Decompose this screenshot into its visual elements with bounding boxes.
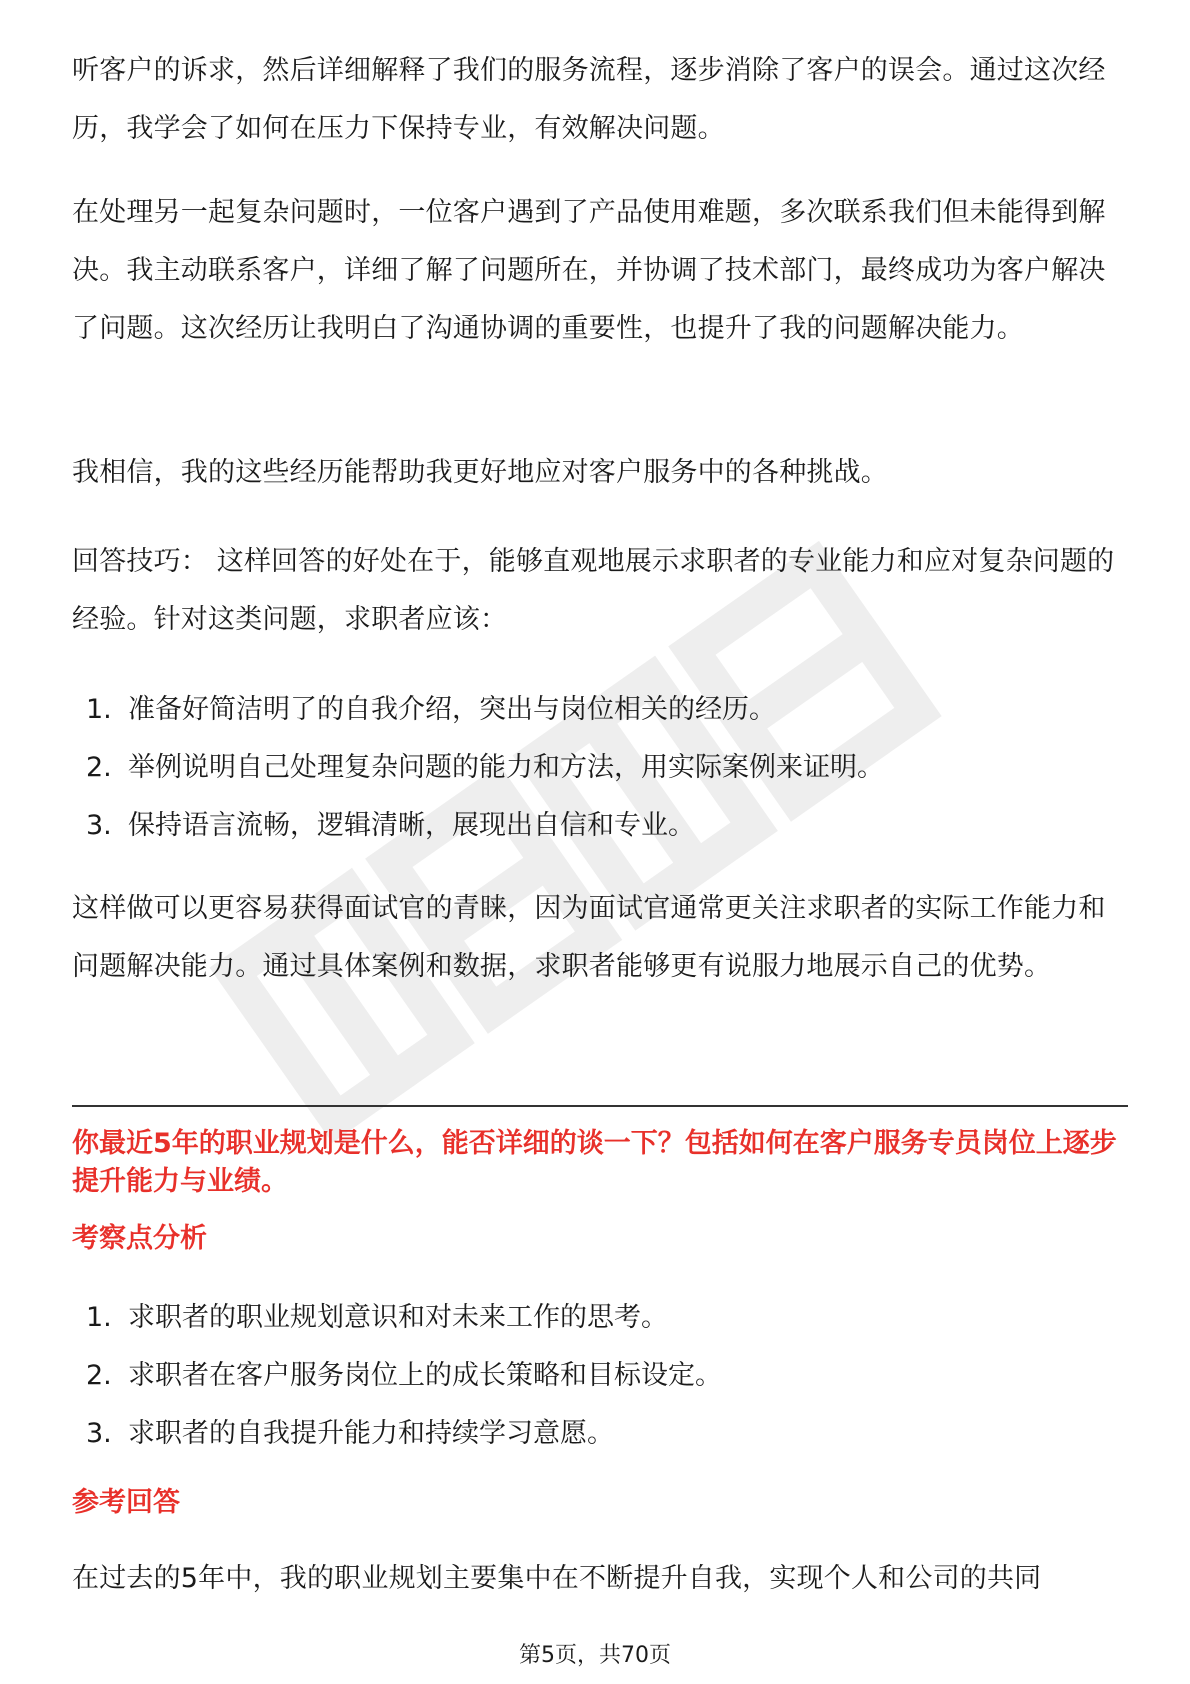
list-item-text: 保持语言流畅，逻辑清晰，展现出自信和专业。: [128, 810, 695, 841]
list-item-number: 1.: [86, 1302, 112, 1333]
paragraph-benefit: 这样做可以更容易获得面试官的青睐，因为面试官通常更关注求职者的实际工作能力和问题解决能力。通过具体案例和数据，求职者能够更有说服力地展示自己的优势。: [72, 893, 1106, 982]
analysis-list: [86, 1289, 1126, 1463]
paragraph-intro-continued: 听客户的诉求，然后详细解释了我们的服务流程，逐步消除了客户的误会。通过这次经历，我学会了如何在压力下保持专业，有效解决问题。: [72, 55, 1106, 144]
tips-list: [86, 681, 1126, 855]
paragraph-confidence: 我相信，我的这些经历能帮助我更好地应对客户服务中的各种挑战。: [72, 457, 888, 488]
list-item-text: 求职者的职业规划意识和对未来工作的思考。: [128, 1302, 668, 1333]
list-item: [86, 681, 1126, 739]
list-item-text: 举例说明自己处理复杂问题的能力和方法，用实际案例来证明。: [128, 752, 884, 783]
paragraph-answer-tips: 回答技巧： 这样回答的好处在于，能够直观地展示求职者的专业能力和应对复杂问题的经验。针对这类问题，求职者应该：: [72, 546, 1115, 635]
list-item-number: 2.: [86, 1360, 112, 1391]
list-item-number: 2.: [86, 752, 112, 783]
list-item: [86, 1347, 1126, 1405]
interview-question: 你最近5年的职业规划是什么，能否详细的谈一下？包括如何在客户服务专员岗位上逐步提升能力与业绩。: [72, 1128, 1117, 1197]
page-footer: 第5页，共70页: [519, 1643, 671, 1668]
section-divider: [72, 1105, 1128, 1107]
list-item: [86, 1405, 1126, 1463]
section-heading-reference-answer: 参考回答: [72, 1487, 180, 1518]
section-heading-analysis: 考察点分析: [72, 1223, 207, 1254]
list-item-text: 求职者的自我提升能力和持续学习意愿。: [128, 1418, 614, 1449]
list-item-number: 1.: [86, 694, 112, 725]
list-item-text: 求职者在客户服务岗位上的成长策略和目标设定。: [128, 1360, 722, 1391]
list-item-text: 准备好简洁明了的自我介绍，突出与岗位相关的经历。: [128, 694, 776, 725]
list-item: [86, 797, 1126, 855]
paragraph-reference-answer: 在过去的5年中，我的职业规划主要集中在不断提升自我，实现个人和公司的共同: [72, 1563, 1042, 1594]
list-item: [86, 739, 1126, 797]
list-item-number: 3.: [86, 810, 112, 841]
paragraph-complex-case: 在处理另一起复杂问题时，一位客户遇到了产品使用难题，多次联系我们但未能得到解决。我主动联系客户，详细了解了问题所在，并协调了技术部门，最终成功为客户解决了问题。这次经历让我明白了沟通协调的重要性，也提升了我的问题解决能力。: [72, 197, 1106, 344]
list-item-number: 3.: [86, 1418, 112, 1449]
list-item: [86, 1289, 1126, 1347]
